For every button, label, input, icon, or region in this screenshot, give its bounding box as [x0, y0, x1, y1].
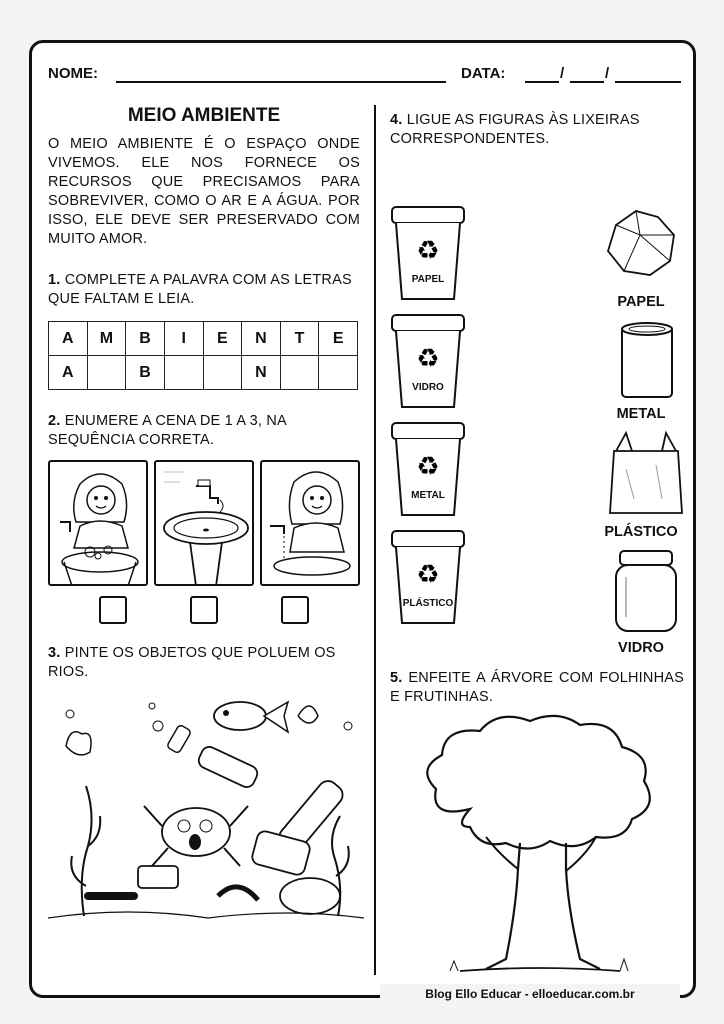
jar-icon — [280, 878, 340, 914]
worm-icon — [218, 887, 258, 900]
blank-letter-cell[interactable] — [280, 356, 319, 390]
date-slash: / — [560, 65, 565, 82]
sink-illustration — [156, 462, 254, 586]
recycling-bin-icon — [390, 313, 466, 411]
fish-icon — [214, 702, 318, 732]
svg-text:♻: ♻ — [416, 236, 440, 266]
letter-cell: M — [87, 322, 126, 356]
crab-icon — [144, 806, 248, 866]
letter-cell: N — [242, 322, 281, 356]
blank-letter-cell[interactable] — [164, 356, 203, 390]
plastic-bottle-icon — [196, 744, 260, 789]
question-text: ENFEITE A ÁRVORE COM FOLHINHAS E FRUTINHAS. — [390, 670, 684, 705]
bin-glass[interactable] — [390, 313, 466, 411]
item-metal[interactable] — [586, 317, 696, 429]
item-label: PLÁSTICO — [604, 524, 678, 540]
bin-metal[interactable] — [390, 421, 466, 519]
question-5 — [390, 669, 684, 707]
letter-cell: N — [242, 356, 281, 390]
scene-turning-tap — [260, 460, 360, 586]
scene-sink — [154, 460, 254, 586]
tin-can-icon — [586, 317, 696, 401]
question-number: 4. — [390, 112, 403, 128]
item-glass[interactable] — [586, 547, 696, 659]
column-divider — [374, 105, 376, 975]
question-number: 2. — [48, 413, 61, 429]
recycling-bins — [390, 205, 466, 637]
cup-icon — [138, 866, 178, 888]
footer-credit: Blog Ello Educar - elloeducar.com.br — [380, 984, 680, 1004]
svg-text:♻: ♻ — [416, 344, 440, 374]
question-2 — [48, 412, 360, 450]
bin-paper[interactable] — [390, 205, 466, 303]
date-label: DATA: — [461, 65, 506, 82]
letter-cell: B — [126, 322, 165, 356]
crumpled-paper-icon — [586, 205, 696, 289]
tree-outline-illustration[interactable] — [390, 709, 684, 999]
item-label: VIDRO — [618, 640, 664, 656]
date-day-field[interactable] — [525, 81, 559, 83]
plastic-bag-icon — [586, 429, 696, 519]
item-label: PAPEL — [617, 294, 665, 310]
blank-letter-cell[interactable] — [319, 356, 358, 390]
date-slash: / — [605, 65, 610, 82]
letter-cell: B — [126, 356, 165, 390]
question-text: COMPLETE A PALAVRA COM AS LETRAS QUE FALTAM E LEIA. — [48, 272, 352, 307]
question-text: PINTE OS OBJETOS QUE POLUEM OS RIOS. — [48, 645, 336, 680]
small-bottle-icon — [166, 724, 191, 754]
waste-items — [586, 205, 696, 659]
date-month-field[interactable] — [570, 81, 604, 83]
girl-washing-hands-illustration — [50, 462, 148, 586]
letter-cell: T — [280, 322, 319, 356]
right-column — [390, 105, 684, 705]
question-3 — [48, 644, 360, 682]
scene-number-box[interactable] — [190, 596, 218, 624]
question-1 — [48, 271, 360, 309]
question-4 — [390, 111, 684, 149]
bin-plastic[interactable] — [390, 529, 466, 627]
letter-cell: A — [49, 322, 88, 356]
bin-label: VIDRO — [412, 382, 444, 393]
intro-text: O MEIO AMBIENTE É O ESPAÇO ONDE VIVEMOS. ELE NOS FORNECE OS RECURSOS QUE PRECISAMOS PARA SOBREVIVER, COMO O AR E A ÁGUA. POR ISSO, ELE DEVE SER PRESERVADO COM MUITO AMOR. — [48, 136, 360, 247]
worksheet — [29, 40, 696, 998]
item-label: METAL — [616, 406, 666, 422]
letter-cell: I — [164, 322, 203, 356]
svg-text:♻: ♻ — [416, 452, 440, 482]
header — [48, 65, 677, 89]
question-number: 3. — [48, 645, 61, 661]
bin-label: METAL — [411, 490, 445, 501]
bin-label: PLÁSTICO — [402, 598, 454, 609]
item-paper[interactable] — [586, 205, 696, 317]
page-title: MEIO AMBIENTE — [127, 105, 281, 126]
item-plastic[interactable] — [586, 429, 696, 547]
recycling-bin-icon — [390, 529, 466, 627]
blank-letter-cell[interactable] — [87, 356, 126, 390]
question-text: ENUMERE A CENA DE 1 A 3, NA SEQUÊNCIA CORRETA. — [48, 413, 287, 448]
plastic-bag-icon — [66, 732, 91, 755]
scene-washing-hands — [48, 460, 148, 586]
question-number: 5. — [390, 670, 403, 686]
svg-text:♻: ♻ — [416, 560, 440, 590]
river-pollution-illustration — [48, 686, 364, 922]
name-label: NOME: — [48, 65, 98, 82]
date-year-field[interactable] — [615, 81, 681, 83]
scene-number-box[interactable] — [281, 596, 309, 624]
scene-panels — [48, 460, 360, 586]
word-row-blanks — [49, 356, 358, 390]
name-field[interactable] — [116, 81, 446, 83]
left-column — [48, 105, 360, 927]
word-row-complete — [49, 322, 358, 356]
letter-cell: A — [49, 356, 88, 390]
glass-jar-icon — [586, 547, 696, 635]
girl-opening-tap-illustration — [262, 462, 360, 586]
numbering-boxes — [48, 596, 360, 624]
word-table — [48, 321, 358, 390]
recycling-bin-icon — [390, 205, 466, 303]
letter-cell: E — [319, 322, 358, 356]
question-text: LIGUE AS FIGURAS ÀS LIXEIRAS CORRESPONDENTES. — [390, 112, 640, 147]
question-number: 1. — [48, 272, 61, 288]
bin-label: PAPEL — [411, 274, 445, 285]
blank-letter-cell[interactable] — [203, 356, 242, 390]
letter-cell: E — [203, 322, 242, 356]
scene-number-box[interactable] — [99, 596, 127, 624]
recycling-bin-icon — [390, 421, 466, 519]
